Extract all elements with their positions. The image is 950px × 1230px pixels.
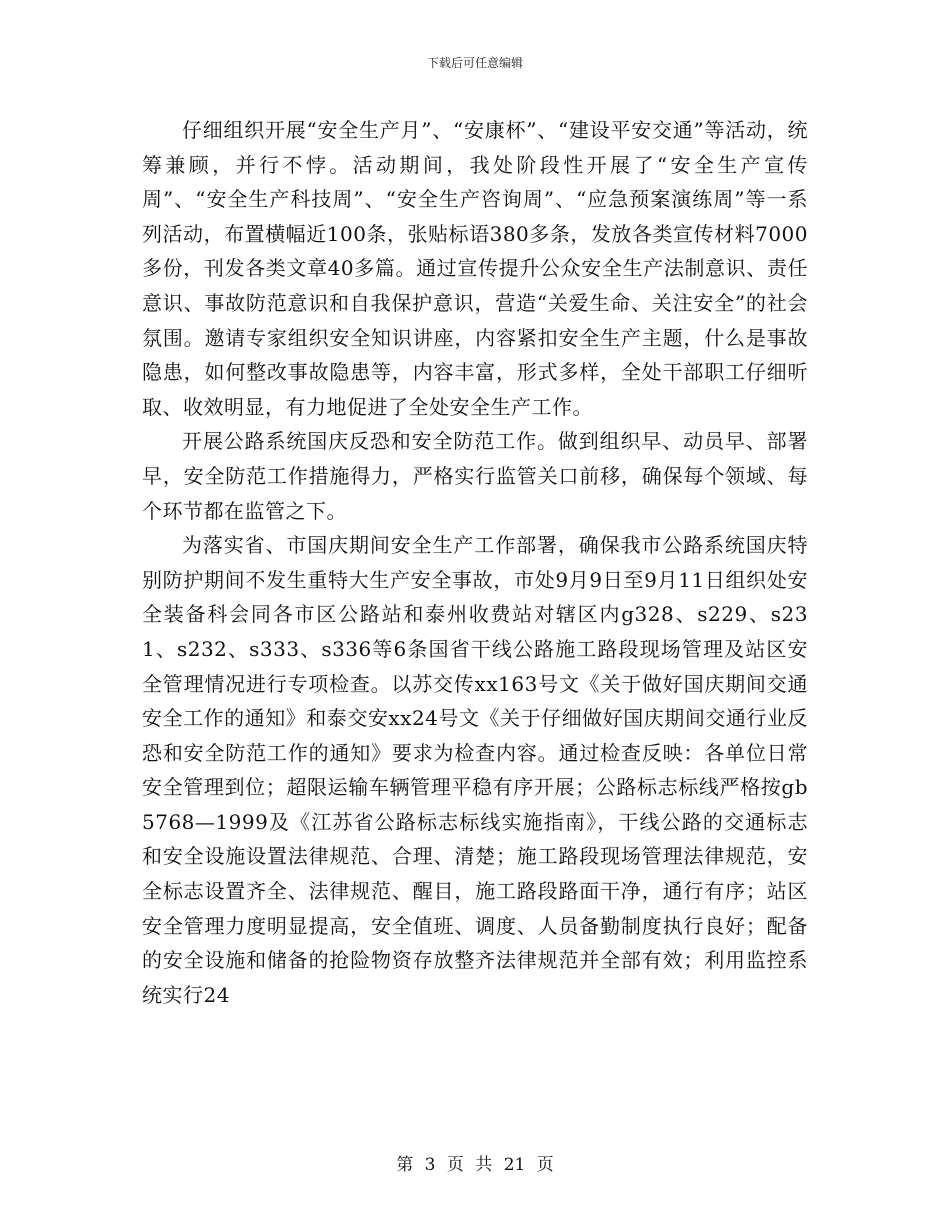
footer-total-pages: 21 [503, 1155, 526, 1175]
footer-page-word: 页 [446, 1155, 464, 1175]
footer-total-word: 共 [475, 1155, 493, 1175]
footer-current-page: 3 [424, 1155, 436, 1175]
document-body [142, 113, 808, 1012]
page-header: 下载后可任意编辑 [426, 56, 523, 70]
paragraph-anti-terror: 开展公路系统国庆反恐和安全防范工作。做到组织早、动员早、部署早，安全防范工作措施得力，严格实行监管关口前移，确保每个领域、每个环节都在监管之下。 [142, 429, 808, 523]
paragraph-inspection: 为落实省、市国庆期间安全生产工作部署，确保我市公路系统国庆特别防护期间不发生重特大生产安全事故，市处9月9日至9月11日组织处安全装备科会同各市区公路站和泰州收费站对辖区内g328、s229、s231、s232、s333、s336等6条国省干线公路施工路段现场管理及站区安全管理情况进行专项检查。以苏交传xx163号文《关于做好国庆期间交通安全工作的通知》和泰交安xx24号文《关于仔细做好国庆期间交通行业反恐和安全防范工作的通知》要求为检查内容。通过检查反映：各单位日常安全管理到位；超限运输车辆管理平稳有序开展；公路标志标线严格按gb5768—1999及《江苏省公路标志标线实施指南》，干线公路的交通标志和安全设施设置法律规范、合理、清楚；施工路段现场管理法律规范，安全标志设置齐全、法律规范、醒目，施工路段路面干净，通行有序；站区安全管理力度明显提高，安全值班、调度、人员备勤制度执行良好；配备的安全设施和储备的抢险物资存放整齐法律规范并全部有效；利用监控系统实行24 [142, 533, 808, 1007]
paragraph-safety-month: 仔细组织开展“安全生产月”、“安康杯”、“建设平安交通”等活动，统筹兼顾，并行不悖。活动期间，我处阶段性开展了“安全生产宣传周”、“安全生产科技周”、“安全生产咨询周”、“应急预案演练周”等一系列活动，布置横幅近100条，张贴标语380多条，发放各类宣传材料7000多份，刊发各类文章40多篇。通过宣传提升公众安全生产法制意识、责任意识、事故防范意识和自我保护意识，营造“关爱生命、关注安全”的社会氛围。邀请专家组织安全知识讲座，内容紧扣安全生产主题，什么是事故隐患，如何整改事故隐患等，内容丰富，形式多样，全处干部职工仔细听取、收效明显，有力地促进了全处安全生产工作。 [142, 118, 808, 419]
footer-suffix: 页 [536, 1155, 554, 1175]
page-footer [0, 1150, 950, 1175]
footer-prefix: 第 [396, 1155, 414, 1175]
